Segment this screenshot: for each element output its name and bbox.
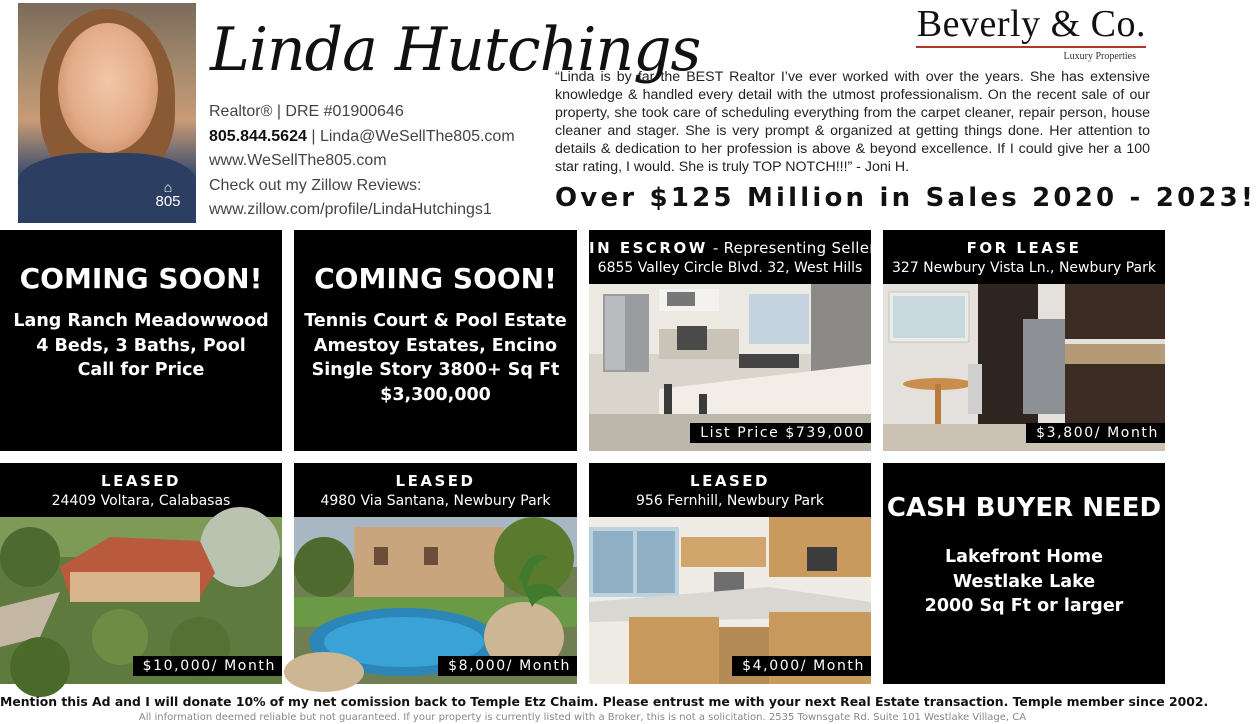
tile-coming-soon-lang-ranch [0, 230, 282, 451]
brokerage-logo [910, 2, 1146, 62]
tile-for-lease [883, 230, 1165, 451]
listing-status: LEASED [690, 472, 770, 490]
tile-heading: CASH BUYER NEED [886, 493, 1162, 523]
zillow-link[interactable]: www.zillow.com/profile/LindaHutchings1 [209, 201, 492, 218]
listing-status: FOR LEASE [966, 239, 1082, 257]
status-sub: - Representing Seller [707, 239, 876, 257]
tile-heading: COMING SOON! [19, 262, 263, 295]
listing-address: 24409 Voltara, Calabasas [51, 493, 231, 509]
tile-cash-buyer-need [883, 463, 1165, 684]
listing-address: 6855 Valley Circle Blvd. 32, West Hills [597, 260, 863, 276]
badge-number: 805 [155, 193, 181, 210]
agent-face [58, 23, 158, 153]
tile-in-escrow [589, 230, 876, 451]
tile-line: 4 Beds, 3 Baths, Pool [36, 335, 246, 356]
agent-phone-email-row [209, 125, 515, 150]
brokerage-tagline: Luxury Properties [1063, 51, 1136, 62]
tile-leased-calabasas [0, 463, 282, 684]
tile-line: $3,300,000 [380, 384, 491, 405]
tile-leased-via-santana [294, 463, 577, 684]
tile-coming-soon-encino [294, 230, 577, 451]
separator: | [311, 127, 320, 145]
agent-contact-block [209, 100, 515, 223]
tile-line: Lakefront Home [945, 547, 1103, 567]
listing-price: $10,000/ Month [133, 656, 282, 676]
sales-headline: Over $125 Million in Sales 2020 - 2023! [555, 183, 1256, 213]
listing-address: 327 Newbury Vista Ln., Newbury Park [892, 260, 1156, 276]
tile-line: Call for Price [77, 360, 205, 380]
listing-price: List Price $739,000 [690, 423, 871, 443]
listing-address: 956 Fernhill, Newbury Park [636, 493, 824, 509]
agent-title-line: Realtor® | DRE #01900646 [209, 103, 404, 120]
brand-rule [916, 46, 1146, 48]
tile-details [883, 545, 1165, 619]
tile-line: 2000 Sq Ft or larger [924, 596, 1124, 616]
brokerage-name: Beverly & Co. [916, 3, 1146, 45]
tile-details [0, 309, 282, 383]
listing-status [589, 239, 876, 257]
testimonial: “Linda is by far the BEST Realtor I’ve ever worked with over the years. She has extensive knowledge & handled every detail with the utmost professionalism. On the recent sale of our property, she took care of scheduling everything from the carpet cleaner, repair person, house cleaner and stager. She is very prompt & organized at getting things done. Her attention to details & dedication to her profession is above & beyond excellence. If I could give her a 100 star rating, I would. She is truly TOP NOTCH!!!” - Joni H. [555, 69, 1150, 175]
tile-line: Lang Ranch Meadowwood [13, 311, 269, 331]
listing-status: LEASED [395, 472, 476, 490]
tile-leased-fernhill [589, 463, 871, 684]
zillow-label: Check out my Zillow Reviews: [209, 176, 422, 194]
tile-line: Westlake Lake [952, 571, 1096, 592]
listing-price: $3,800/ Month [1026, 423, 1165, 443]
agent-phone[interactable]: 805.844.5624 [209, 127, 307, 145]
tile-line: Tennis Court & Pool Estate [304, 311, 567, 331]
disclaimer: All information deemed reliable but not guaranteed. If your property is currently listed with a Broker, this is not a solicitation. 2535 Townsgate Rd. Suite 101 Westlake Village, CA [138, 712, 1027, 723]
agent-website[interactable]: www.WeSellThe805.com [209, 152, 387, 169]
agent-photo [18, 3, 196, 216]
agent-signature: Linda Hutchings [210, 15, 701, 85]
tile-heading: COMING SOON! [314, 262, 557, 295]
status-label: IN ESCROW [589, 239, 708, 257]
agent-email[interactable]: Linda@WeSellThe805.com [319, 127, 515, 145]
tile-line: Single Story 3800+ Sq Ft [311, 360, 560, 380]
listing-price: $8,000/ Month [438, 656, 577, 676]
listing-status: LEASED [101, 472, 181, 490]
tile-line: Amestoy Estates, Encino [313, 335, 558, 356]
house-roof-icon: ⌂ [163, 179, 173, 195]
footer-message: Mention this Ad and I will donate 10% of my net comission back to Temple Etz Chaim. Please entrust me with your next Real Estate transaction. Temple member since 2002. [0, 694, 1209, 709]
listing-price: $4,000/ Month [732, 656, 871, 676]
we-sell-the-805-badge [143, 181, 193, 215]
listing-address: 4980 Via Santana, Newbury Park [320, 493, 551, 509]
tile-details [294, 309, 577, 407]
